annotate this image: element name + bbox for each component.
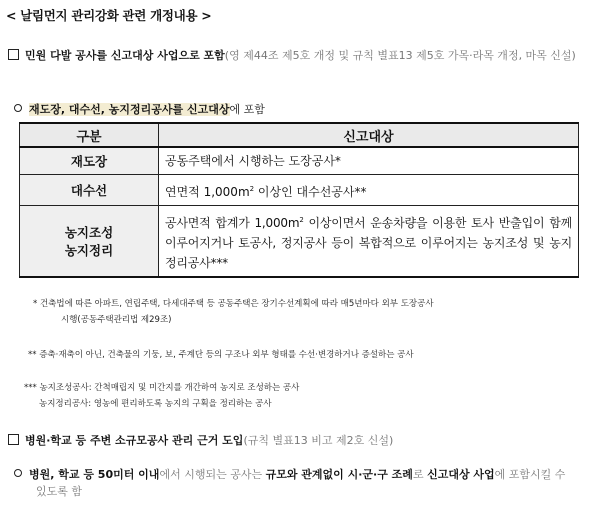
subpoint-1-rest: 에 포함 <box>229 103 265 116</box>
row-label: 재도장 <box>20 147 159 175</box>
section-2-heading-rest: (규칙 별표13 비고 제2호 신설) <box>243 434 394 447</box>
table-header-target: 신고대상 <box>159 123 579 147</box>
subpoint-2: 병원, 학교 등 50미터 이내에서 시행되는 공사는 규모와 관계없이 시·군·구 조례로 신고대상 사업에 포함시킬 수 있도록 함 <box>14 466 565 500</box>
table-header-category: 구분 <box>20 123 159 147</box>
footnote-3: *** 농지조성공사: 간척매립지 및 미간지를 개간하여 농지로 조성하는 공사 농지정리공사: 영농에 편리하도록 농지의 구획을 정리하는 공사 <box>24 383 300 409</box>
square-bullet-icon <box>8 49 19 60</box>
row-desc: 공동주택에서 시행하는 도장공사* <box>159 147 579 175</box>
table-row <box>20 206 579 278</box>
subpoint-1 <box>14 101 265 117</box>
circle-bullet-icon <box>14 104 22 112</box>
row-label: 농지조성 농지정리 <box>20 206 159 278</box>
table-row <box>20 147 579 175</box>
footnote-2: ** 증축·재축이 아닌, 건축물의 기둥, 보, 주계단 등의 구조나 외부 형태를 수선·변경하거나 증설하는 공사 <box>28 350 414 360</box>
section-1-heading-rest: (영 제44조 제5호 개정 및 규칙 별표13 제5호 가목·라목 개정, 마목 신설) <box>224 49 576 62</box>
section-1-heading-bold: 민원 다발 공사를 신고대상 사업으로 포함 <box>25 49 225 62</box>
circle-bullet-icon <box>14 469 22 477</box>
row-desc: 공사면적 합계가 $1,000m^2$ 이상이면서 운송차량을 이용한 토사 반출입이 함께 이루어지거나 토공사, 정지공사 등이 복합적으로 이루어지는 농지조성 및 농지정리공사*** <box>159 206 579 278</box>
page-title: < 날림먼지 관리강화 관련 개정내용 > <box>6 8 212 23</box>
footnote-1: * 건축법에 따른 아파트, 연립주택, 다세대주택 등 공동주택은 장기수선계획에 따라 매5년마다 외부 도장공사 시행(공동주택관리법 제29조) <box>33 299 434 325</box>
row-desc: 연면적 $1,000m^2$ 이상인 대수선공사** <box>159 175 579 206</box>
table-row <box>20 175 579 206</box>
row-label: 대수선 <box>20 175 159 206</box>
subpoint-1-bold: 재도장, 대수선, 농지정리공사를 신고대상 <box>29 103 230 116</box>
square-bullet-icon <box>8 434 19 445</box>
section-1 <box>8 48 592 64</box>
section-2-heading-bold: 병원·학교 등 주변 소규모공사 관리 근거 도입 <box>25 434 244 447</box>
section-2 <box>8 433 393 449</box>
report-target-table <box>19 122 579 278</box>
